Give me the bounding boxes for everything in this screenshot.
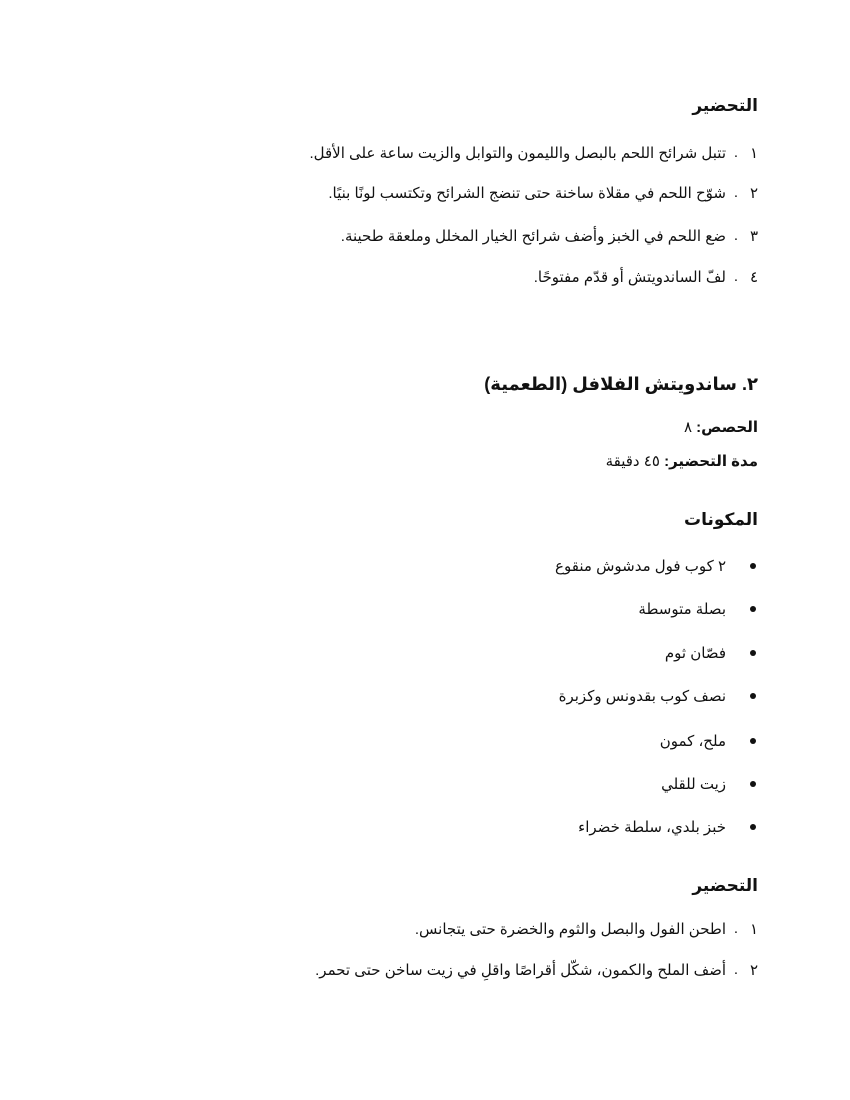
ingredient-text: ٢ كوب فول مدشوش منقوع [555, 558, 726, 575]
ingredient-item [660, 732, 758, 750]
ingredient-item [661, 775, 758, 793]
prep-time-line [606, 452, 758, 470]
bullet-icon [750, 824, 756, 830]
ingredient-text: بصلة متوسطة [638, 601, 726, 618]
bullet-icon [750, 606, 756, 612]
recipe-title: ٢. ساندويتش الفلافل (الطعمية) [484, 374, 758, 394]
step-text: اطحن الفول والبصل والثوم والخضرة حتى يتجانس. [414, 921, 726, 938]
step-number: ٣ [749, 228, 758, 245]
ingredient-text: ملح، كمون [659, 733, 726, 750]
servings-line [684, 418, 758, 436]
bullet-icon [750, 563, 756, 569]
prep-time-label: مدة التحضير: [664, 453, 758, 470]
bullet-icon [750, 650, 756, 656]
step-text: ضع اللحم في الخبز وأضف شرائح الخيار المخلل وملعقة طحينة. [340, 228, 726, 245]
servings-label: الحصص: [696, 419, 758, 436]
ingredient-text: خبز بلدي، سلطة خضراء [578, 819, 726, 836]
preparation-heading-2: التحضير [692, 876, 758, 895]
servings-value: ٨ [683, 419, 692, 436]
ingredient-item [559, 687, 758, 705]
prep-step-1-1: ١ . تتبل شرائح اللحم بالبصل والليمون والتوابل والزيت ساعة على الأقل. [309, 144, 758, 162]
step-text: أضف الملح والكمون، شكّل أقراصًا واقلِ في زيت ساخن حتى تحمر. [315, 962, 726, 979]
ingredient-item [578, 818, 758, 836]
preparation-heading-1: التحضير [692, 96, 758, 115]
prep-time-value: ٤٥ دقيقة [605, 453, 660, 470]
ingredient-text: زيت للقلي [661, 776, 726, 793]
ingredient-item [665, 644, 758, 662]
step-text: تتبل شرائح اللحم بالبصل والليمون والتوابل والزيت ساعة على الأقل. [309, 145, 726, 162]
ingredient-item [638, 600, 758, 618]
ingredient-text: فصّان ثوم [664, 645, 726, 662]
step-text: شوّح اللحم في مقلاة ساخنة حتى تنضج الشرائح وتكتسب لونًا بنيًا. [328, 185, 726, 202]
prep-step-2-1: ١ . اطحن الفول والبصل والثوم والخضرة حتى يتجانس. [414, 920, 758, 938]
bullet-icon [750, 738, 756, 744]
bullet-icon [750, 781, 756, 787]
step-text: لفّ الساندويتش أو قدّم مفتوحًا. [533, 269, 726, 286]
step-number: ٢ [749, 185, 758, 202]
ingredient-text: نصف كوب بقدونس وكزبرة [558, 688, 726, 705]
step-number: ٤ [749, 269, 758, 286]
bullet-icon [750, 693, 756, 699]
step-number: ١ [749, 921, 758, 938]
prep-step-1-2: ٢ . شوّح اللحم في مقلاة ساخنة حتى تنضج الشرائح وتكتسب لونًا بنيًا. [328, 184, 758, 202]
step-number: ١ [749, 145, 758, 162]
step-number: ٢ [749, 962, 758, 979]
ingredients-heading: المكونات [683, 510, 758, 529]
ingredient-item [555, 557, 758, 575]
prep-step-1-4: ٤ . لفّ الساندويتش أو قدّم مفتوحًا. [533, 268, 758, 286]
prep-step-2-2: ٢ . أضف الملح والكمون، شكّل أقراصًا واقلِ في زيت ساخن حتى تحمر. [315, 961, 758, 979]
prep-step-1-3: ٣ . ضع اللحم في الخبز وأضف شرائح الخيار المخلل وملعقة طحينة. [340, 227, 758, 245]
